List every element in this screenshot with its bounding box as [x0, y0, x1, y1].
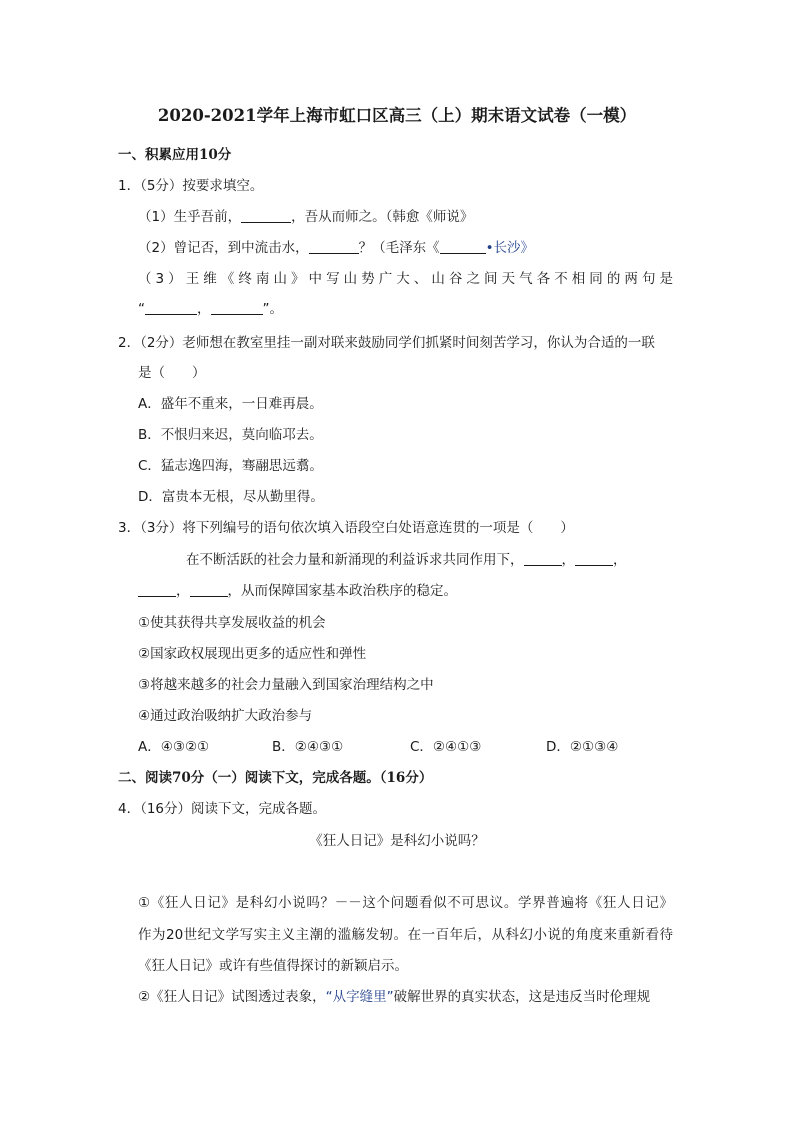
q3-passage-end: ，从而保障国家基本政治秩序的稳定。: [227, 583, 457, 599]
question-3-option-c[interactable]: C．②④①③: [410, 739, 482, 755]
p2-text-a: ②《狂人日记》试图透过表象，: [138, 989, 326, 1005]
question-4-stem: 4．（16分）阅读下文，完成各题。: [118, 801, 327, 817]
section-heading-reading: 二、阅读70分（一）阅读下文，完成各题。（16分）: [118, 770, 433, 786]
q1-item1-text-a: （1）生乎吾前，: [138, 209, 242, 225]
q1-item1-text-b: ，吾从而师之。（韩愈《师说》: [291, 209, 474, 225]
question-3-statement-1: ①使其获得共享发展收益的机会: [138, 615, 326, 631]
q1-item3-comma: ，: [197, 301, 211, 317]
p2-quote: “从字缝里”: [325, 989, 394, 1005]
article-paragraph-1-line-1: ①《狂人日记》是科幻小说吗？－－这个问题看似不可思议。学界普遍将《狂人日记》: [138, 895, 673, 911]
page-title: 2020-2021学年上海市虹口区高三（上）期末语文试卷（一模）: [157, 106, 637, 125]
question-3-statement-4: ④通过政治吸纳扩大政治参与: [138, 708, 313, 724]
fill-blank[interactable]: [145, 300, 197, 315]
question-3-passage-line-1: [186, 551, 627, 569]
q1-item2-text-a: （2）曾记否，到中流击水，: [138, 240, 309, 256]
q1-item2-text-c: •长沙》: [485, 240, 535, 256]
fill-blank[interactable]: [138, 582, 176, 597]
question-2-option-d[interactable]: D．富贵本无根，尽从勤里得。: [138, 489, 324, 505]
question-3-statement-3: ③将越来越多的社会力量融入到国家治理结构之中: [138, 677, 434, 693]
article-paragraph-2-line-1: [138, 988, 650, 1006]
question-1-stem: 1．（5分）按要求填空。: [118, 178, 264, 194]
q1-item3-close-quote: ”。: [262, 301, 283, 317]
q3-comma: ，: [561, 552, 575, 568]
article-paragraph-1-line-2: 作为20世纪文学写实主义主潮的滥觞发轫。在一百年后，从科幻小说的角度来重新看待: [138, 927, 673, 943]
fill-blank[interactable]: [241, 208, 291, 223]
q1-item2-text-b: ？（毛泽东《: [358, 240, 440, 256]
question-2-stem-line-1: 2．（2分）老师想在教室里挂一副对联来鼓励同学们抓紧时间刻苦学习，你认为合适的一联: [118, 335, 655, 351]
article-title: 《狂人日记》是科幻小说吗？: [309, 833, 485, 849]
question-3-option-d[interactable]: D．②①③④: [546, 739, 619, 755]
question-2-option-b[interactable]: B．不恨归来迟，莫向临邛去。: [138, 427, 323, 443]
fill-blank[interactable]: [309, 239, 359, 254]
question-1-item-2: [138, 239, 534, 257]
fill-blank[interactable]: [440, 239, 486, 254]
q3-comma: ，: [176, 583, 190, 599]
article-paragraph-1-line-3: 《狂人日记》或许有些值得探讨的新颖启示。: [138, 958, 408, 974]
question-1-item-1: [138, 208, 473, 226]
fill-blank[interactable]: [211, 300, 263, 315]
fill-blank[interactable]: [575, 551, 613, 566]
question-3-option-a[interactable]: A．④③②①: [138, 739, 210, 755]
question-1-item-3-line-1: （3）王维《终南山》中写山势广大、山谷之间天气各不相同的两句是: [138, 271, 673, 287]
q1-item3-open-quote: “: [138, 301, 145, 317]
q3-passage-text: 在不断活跃的社会力量和新涌现的利益诉求共同作用下，: [186, 552, 524, 568]
question-1-item-3-line-2: [138, 300, 283, 318]
question-2-stem-line-2: 是（ ）: [138, 365, 206, 381]
question-3-statement-2: ②国家政权展现出更多的适应性和弹性: [138, 646, 367, 662]
question-2-option-c[interactable]: C．猛志逸四海，骞翮思远翥。: [138, 458, 323, 474]
question-3-stem: 3．（3分）将下列编号的语句依次填入语段空白处语意连贯的一项是（ ）: [118, 520, 574, 536]
p2-text-b: 破解世界的真实状态，这是违反当时伦理规: [393, 989, 651, 1005]
question-3-option-b[interactable]: B．②④③①: [272, 739, 344, 755]
question-2-option-a[interactable]: A．盛年不重来，一日难再晨。: [138, 396, 323, 412]
section-heading-accumulation: 一、积累应用10分: [118, 147, 232, 163]
fill-blank[interactable]: [190, 582, 228, 597]
fill-blank[interactable]: [524, 551, 562, 566]
q3-comma: ，: [613, 552, 627, 568]
question-3-passage-line-2: [138, 582, 457, 600]
